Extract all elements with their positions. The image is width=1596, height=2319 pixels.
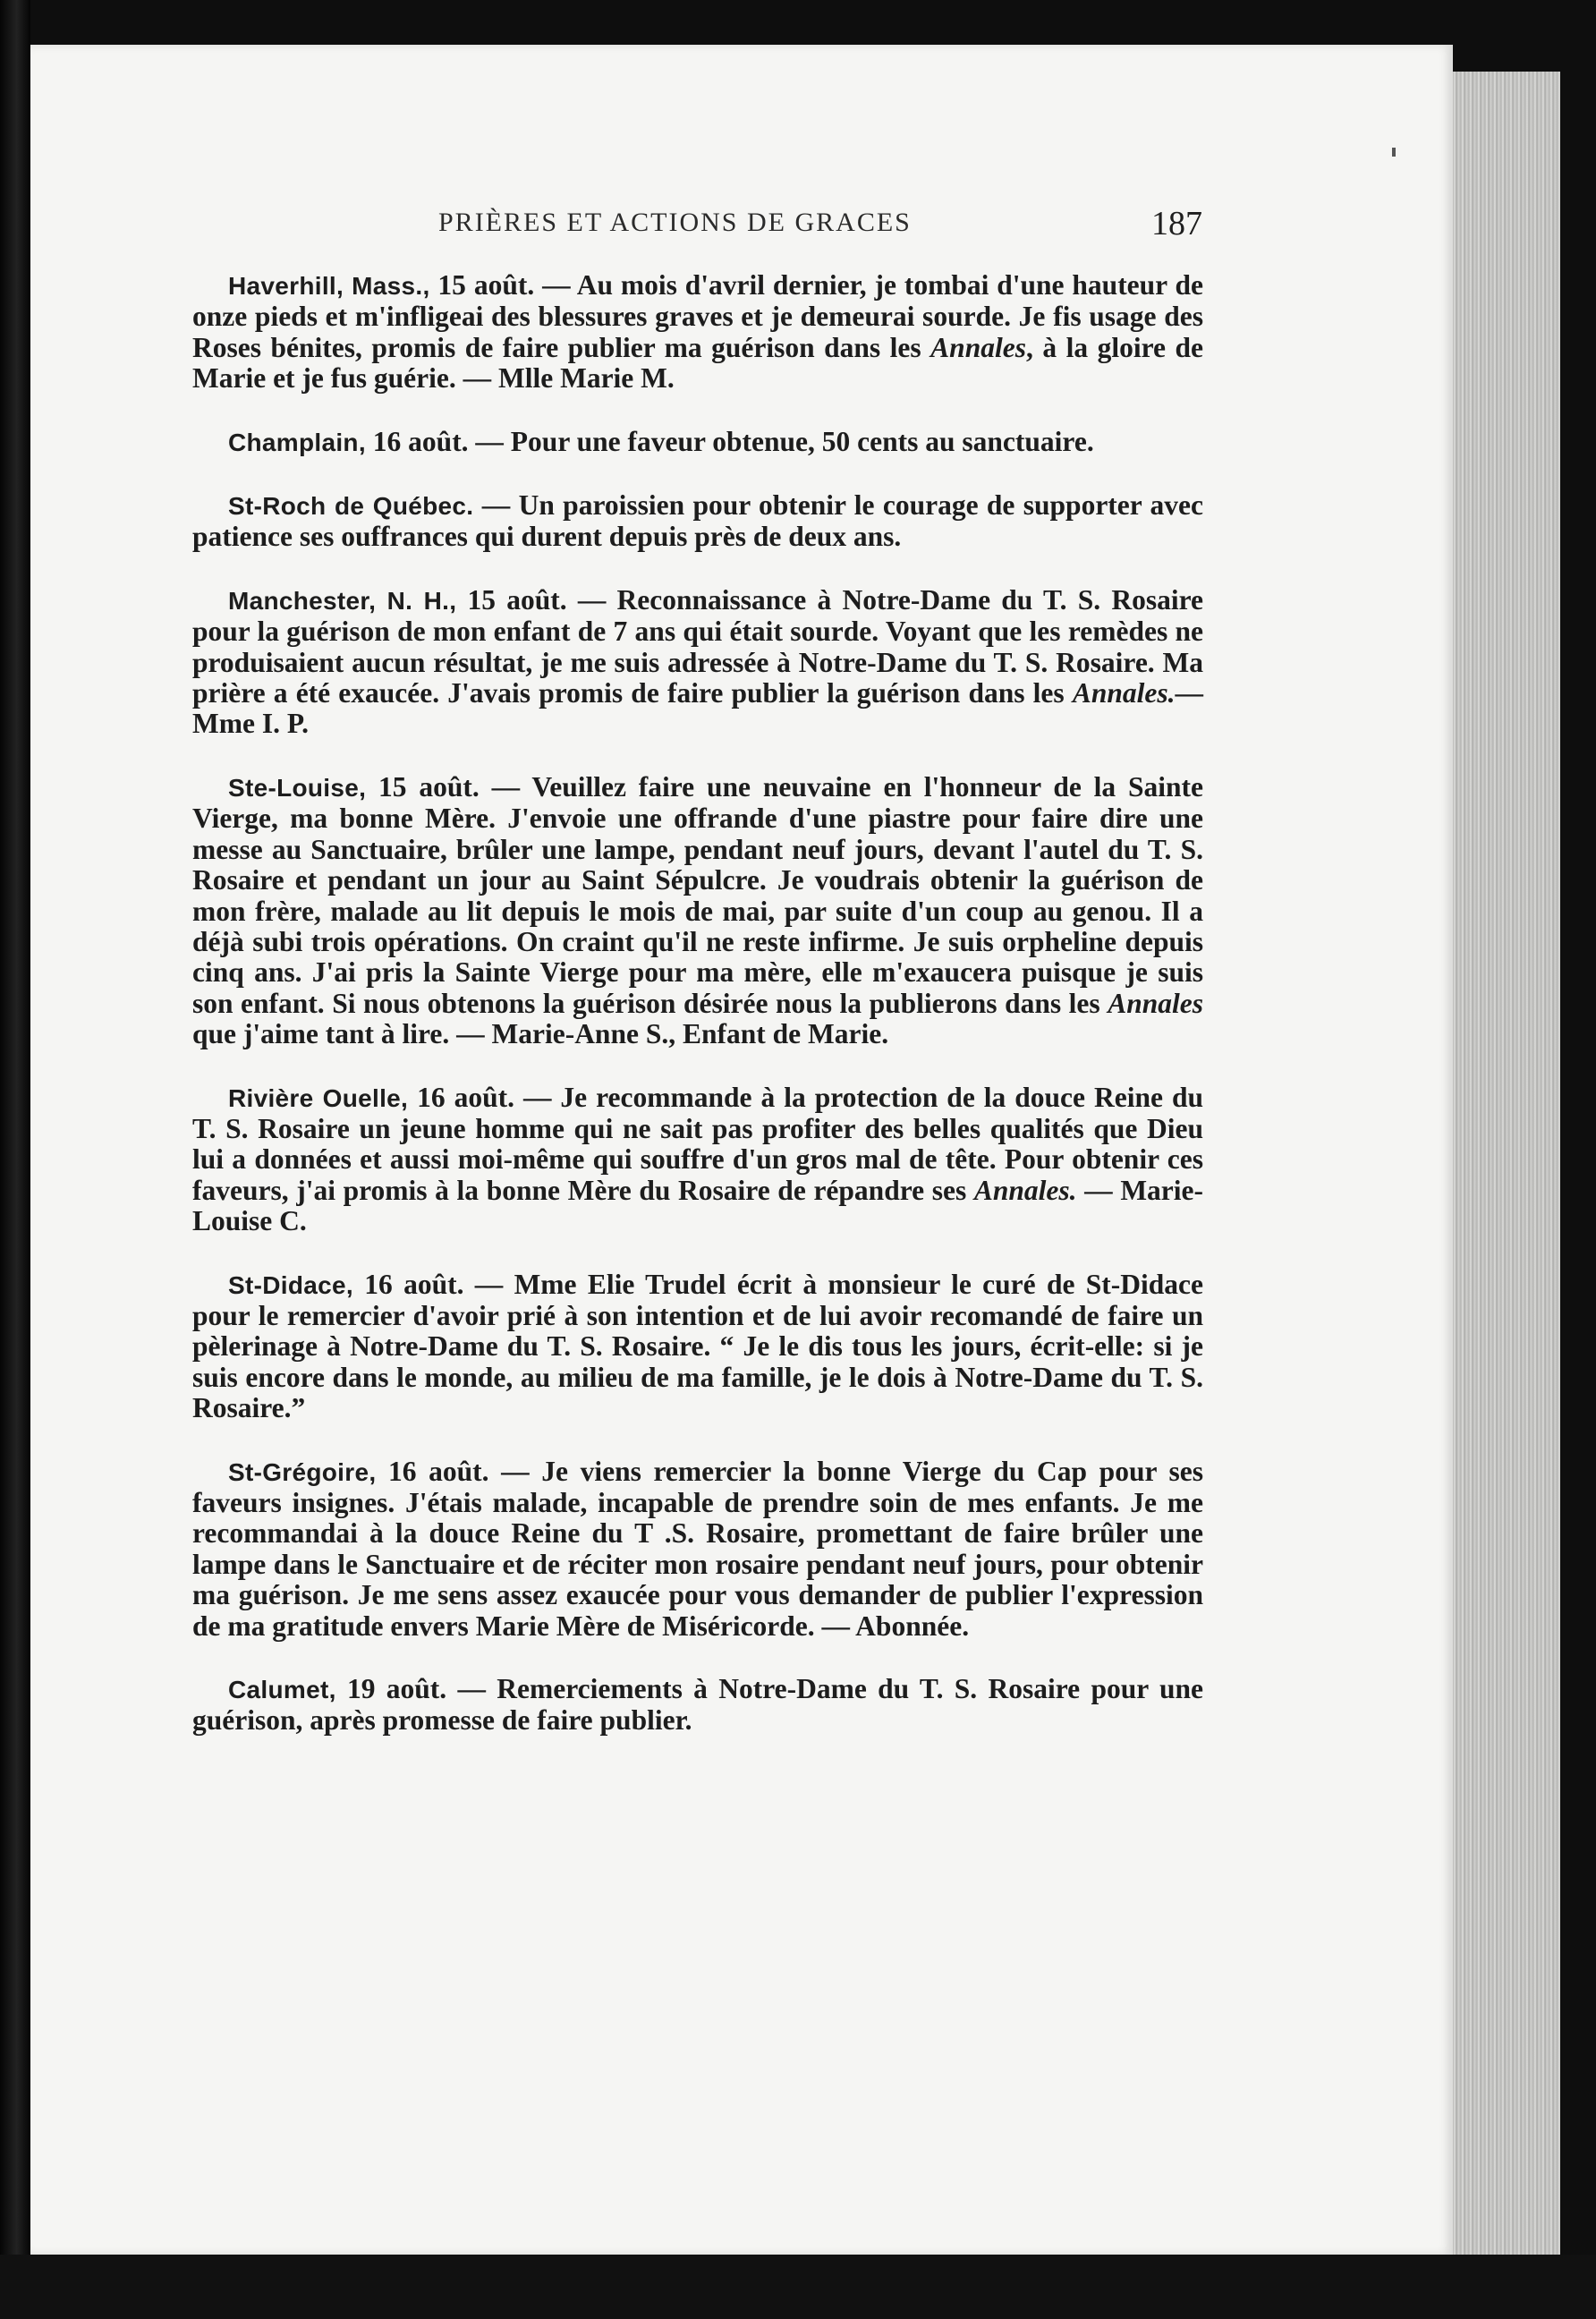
entry-place: Rivière Ouelle,	[228, 1083, 409, 1112]
entry-text-end: que j'aime tant à lire. — Marie-Anne S., Enfant de Marie.	[192, 1018, 889, 1050]
film-border-bottom	[0, 2255, 1596, 2319]
entry-text: 16 août. — Je recommande à la protection de la douce Reine du T. S. Rosaire un jeune homme qui ne sait pas profiter des belles qualités que Dieu lui a données et aussi moi-même qui souffre d'un gros mal de tête. Pour obtenir ces faveurs, j'ai promis à la bonne Mère du Rosaire de répandre ses	[192, 1081, 1203, 1206]
entry-text: — Un paroissien pour obtenir le courage de supporter avec patience ses ouffrances qui durent depuis près de deux ans.	[192, 489, 1203, 553]
page-body	[192, 270, 1203, 1769]
entry-text: 15 août. — Reconnaissance à Notre-Dame du T. S. Rosaire pour la guérison de mon enfant de 7 ans qui était sourde. Voyant que les remèdes ne produisaient aucun résultat, je me suis adressée à Notre-Dame du T. S. Rosaire. Ma prière a été exaucée. J'avais promis de faire publier la guérison dans les	[192, 583, 1203, 709]
entry-text: 19 août. — Remerciements à Notre-Dame du T. S. Rosaire pour une guérison, après promesse de faire publier.	[192, 1673, 1203, 1737]
film-border-left	[0, 0, 30, 2319]
entry-italic: Annales	[1108, 987, 1203, 1019]
entry-champlain	[192, 427, 1203, 458]
entry-text-end: — Marie-Louise C.	[192, 1174, 1203, 1237]
entry-place: Haverhill, Mass.,	[228, 272, 430, 300]
entry-italic: Annales	[930, 331, 1026, 363]
entry-italic: Annales.	[973, 1174, 1077, 1206]
entry-place: Calumet,	[228, 1676, 336, 1704]
entry-place: Champlain,	[228, 428, 366, 456]
entry-italic: Annales.	[1072, 677, 1176, 709]
entry-manchester	[192, 585, 1203, 740]
entry-text-end: , à la gloire de Marie et je fus guérie. — Mlle Marie M.	[192, 331, 1203, 395]
page-number: 187	[1151, 205, 1202, 242]
entry-st-didace	[192, 1270, 1203, 1424]
entry-place: St-Roch de Québec.	[228, 492, 474, 521]
entry-calumet	[192, 1674, 1203, 1737]
entry-haverhill	[192, 270, 1203, 395]
scan-speck	[1392, 148, 1396, 157]
entry-text: 16 août. — Je viens remercier la bonne Vierge du Cap pour ses faveurs insignes. J'étais malade, incapable de prendre soin de mes enfants. Je me recommandai à la douce Reine du T .S. Rosaire, promettant de faire brûler une lampe dans le Sanctuaire et de réciter mon rosaire pendant neuf jours, pour obtenir ma guérison. Je me sens assez exaucée pour vous demander de publier l'expression de ma gratitude envers Marie Mère de Miséricorde. — Abonnée.	[192, 1455, 1203, 1642]
book-page-edges	[1442, 72, 1560, 2255]
entry-text: 16 août. — Pour une faveur obtenue, 50 cents au sanctuaire.	[365, 425, 1094, 457]
entry-riviere-ouelle	[192, 1083, 1203, 1237]
entry-text: 15 août. — Veuillez faire une neuvaine en l'honneur de la Sainte Vierge, ma bonne Mère. J'envoie une offrande d'une piastre pour faire dire une messe au Sanctuaire, brûler une lampe, pendant neuf jours, devant l'autel du T. S. Rosaire et pendant un jour au Saint Sépulcre. Je voudrais obtenir la guérison de mon frère, malade au lit depuis le mois de mai, par suite d'un coup au genou. Il a déjà subi trois opérations. On craint qu'il ne reste infirme. Je suis orpheline depuis cinq ans. J'ai pris la Sainte Vierge pour ma mère, elle m'exaucera puisque je suis son enfant. Si nous obtenons la guérison désirée nous la publierons dans les	[192, 770, 1203, 1019]
entry-place: St-Grégoire,	[228, 1457, 377, 1486]
entry-ste-louise	[192, 772, 1203, 1050]
entry-text: 16 août. — Mme Elie Trudel écrit à monsieur le curé de St-Didace pour le remercier d'avoir prié à son intention et de lui avoir recomandé de faire un pèlerinage à Notre-Dame du T. S. Rosaire. “ Je le dis tous les jours, écrit-elle: si je suis encore dans le monde, au milieu de ma famille, je le dois à Notre-Dame du T. S. Rosaire.”	[192, 1268, 1203, 1424]
entry-st-gregoire	[192, 1457, 1203, 1642]
entry-text-end: — Mme I. P.	[192, 677, 1203, 740]
entry-text: 15 août. — Au mois d'avril dernier, je tombai d'une hauteur de onze pieds et m'infligeai des blessures graves et je demeurai sourde. Je fis usage des Roses bénites, promis de faire publier ma guérison dans les	[192, 269, 1203, 363]
entry-place: St-Didace,	[228, 1270, 353, 1299]
entry-place: Ste-Louise,	[228, 773, 367, 802]
entry-place: Manchester, N. H.,	[228, 586, 457, 615]
running-header: PRIÈRES ET ACTIONS DE GRACES	[438, 208, 912, 237]
entry-st-roch	[192, 490, 1203, 553]
